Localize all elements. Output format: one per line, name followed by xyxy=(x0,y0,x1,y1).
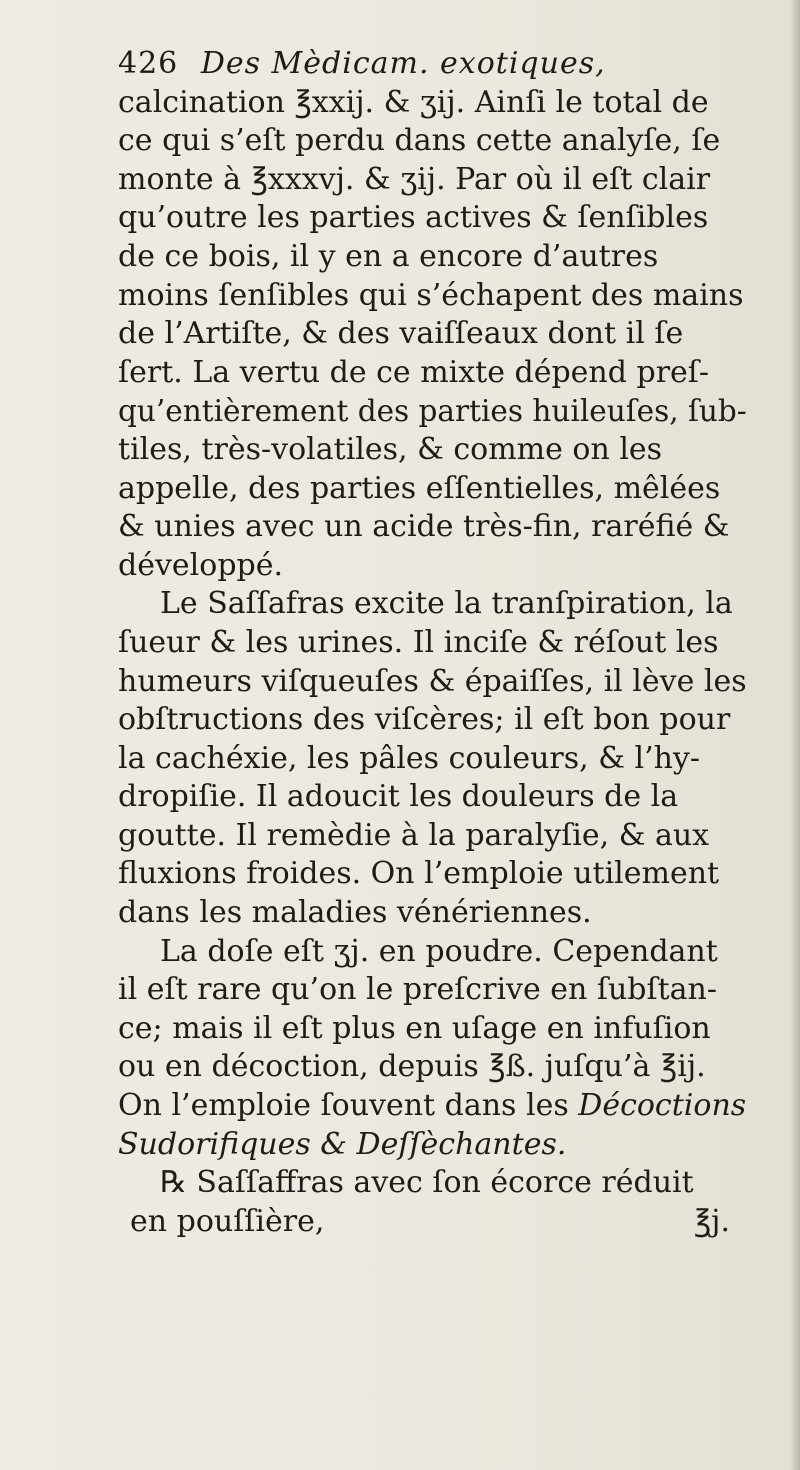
running-title: Des Mèdicam. exotiques, xyxy=(200,46,606,81)
text-line: dropiſie. Il adoucit les douleurs de la xyxy=(118,779,679,815)
dose-mark: ℥j. xyxy=(693,1203,730,1239)
text-line: humeurs viſqueuſes & épaiſſes, il lève les xyxy=(118,663,747,699)
page-text xyxy=(118,45,748,1241)
paragraph-start-line: Le Saſſafras excite la tranſpiration, la xyxy=(160,586,733,622)
text-line xyxy=(118,1087,748,1126)
text-line: ce qui s’eſt perdu dans cette analyſe, ſe xyxy=(118,123,721,159)
recipe-line: ℞ Saſſaffras avec ſon écorce réduit xyxy=(160,1165,694,1201)
text-line: il eſt rare qu’on le preſcrive en ſubſtan- xyxy=(118,972,718,1008)
text-line: obſtructions des viſcères; il eſt bon pour xyxy=(118,702,731,738)
text-line: calcination ℥xxij. & ʒij. Ainſi le total de xyxy=(118,84,709,120)
page-spine-shadow xyxy=(790,0,800,1470)
text-fragment: On l’emploie ſouvent dans les xyxy=(118,1088,569,1124)
text-line: de l’Artiſte, & des vaiſſeaux dont il ſe xyxy=(118,316,684,352)
text-line: tiles, très-volatiles, & comme on les xyxy=(118,431,663,467)
text-line: & unies avec un acide très-fin, raréfié & xyxy=(118,509,730,545)
italic-line: Sudorifiques & Deſſèchantes. xyxy=(118,1126,567,1162)
text-line: la cachéxie, les pâles couleurs, & l’hy- xyxy=(118,740,701,776)
running-header xyxy=(118,45,748,84)
text-line: qu’entièrement des parties huileuſes, ſub- xyxy=(118,394,747,429)
text-line: goutte. Il remèdie à la paralyſie, & aux xyxy=(118,817,710,853)
text-line: ou en décoction, depuis ℥ß. juſqu’à ℥ij. xyxy=(118,1049,706,1085)
text-line: ſueur & les urines. Il inciſe & réſout les xyxy=(118,624,719,660)
page-number: 426 xyxy=(118,46,179,81)
text-fragment: en pouſſière, xyxy=(130,1203,325,1239)
paragraph-start-line: La doſe eſt ʒj. en poudre. Cependant xyxy=(160,933,718,969)
text-line: développé. xyxy=(118,547,284,583)
text-line: fluxions froides. On l’emploie utilement xyxy=(118,856,720,892)
text-line: appelle, des parties eſſentielles, mêlées xyxy=(118,470,721,506)
text-line: dans les maladies vénériennes. xyxy=(118,895,592,931)
text-line: moins ſenſibles qui s’échapent des mains xyxy=(118,277,744,313)
italic-term: Décoctions xyxy=(578,1088,747,1124)
text-line: ſert. La vertu de ce mixte dépend preſ- xyxy=(118,354,710,390)
text-line xyxy=(118,1203,748,1242)
text-line: monte à ℥xxxvj. & ʒij. Par où il eſt clair xyxy=(118,161,711,197)
text-line: de ce bois, il y en a encore d’autres xyxy=(118,238,659,274)
text-line: ce; mais il eſt plus en uſage en infuſion xyxy=(118,1010,711,1046)
text-line: qu’outre les parties actives & ſenſibles xyxy=(118,200,709,236)
text-line xyxy=(118,1126,748,1165)
